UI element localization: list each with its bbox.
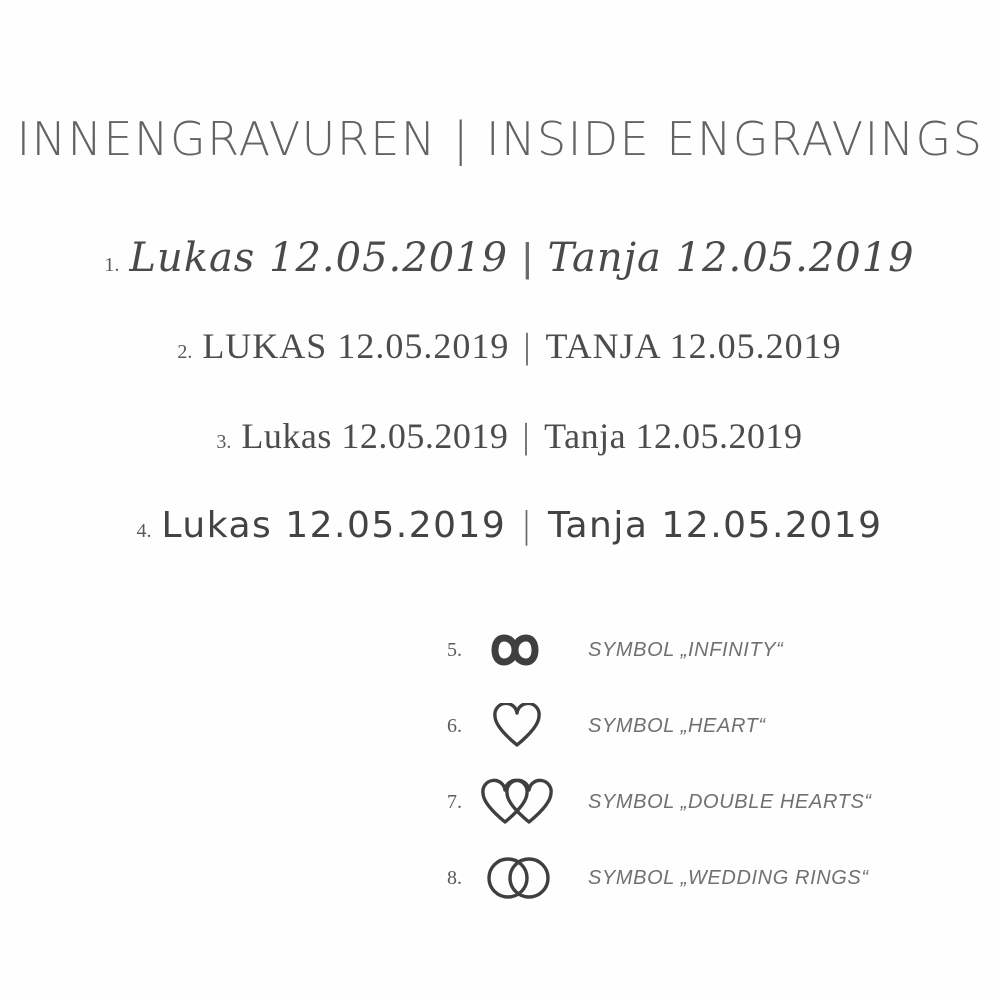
option-number: 7. — [447, 790, 462, 813]
text-style-options — [0, 235, 1000, 595]
option-number: 3. — [216, 431, 232, 453]
option-text-left: Lukas 12.05.2019 — [161, 505, 507, 546]
option-number: 8. — [447, 866, 462, 889]
list-item — [0, 415, 1000, 505]
option-separator: | — [520, 505, 534, 546]
symbol-options — [0, 612, 1000, 916]
option-text — [129, 235, 914, 281]
option-text — [161, 505, 882, 546]
list-item — [0, 325, 1000, 415]
list-item — [0, 688, 1000, 764]
option-text — [241, 415, 802, 457]
list-item — [0, 840, 1000, 916]
option-text-right: Tanja 12.05.2019 — [547, 505, 883, 546]
option-separator: | — [522, 236, 534, 280]
list-item — [0, 505, 1000, 595]
page-title: INNENGRAVUREN | INSIDE ENGRAVINGS — [16, 112, 984, 166]
option-number: 4. — [136, 520, 152, 542]
heart-icon — [472, 703, 562, 749]
option-separator: | — [522, 416, 531, 456]
symbol-label: SYMBOL „INFINITY“ — [588, 638, 784, 661]
symbol-label: SYMBOL „DOUBLE HEARTS“ — [588, 790, 872, 813]
option-text-left: LUKAS 12.05.2019 — [202, 326, 510, 366]
option-number: 6. — [447, 714, 462, 737]
double-hearts-icon — [472, 778, 562, 826]
option-number: 2. — [177, 341, 193, 363]
option-text-left: Lukas 12.05.2019 — [129, 235, 509, 281]
option-text-right: TANJA 12.05.2019 — [545, 326, 842, 366]
list-item — [0, 235, 1000, 325]
wedding-rings-icon — [472, 854, 562, 902]
option-text-right: Tanja 12.05.2019 — [544, 416, 803, 456]
list-item — [0, 764, 1000, 840]
option-separator: | — [523, 326, 532, 366]
symbol-label: SYMBOL „WEDDING RINGS“ — [588, 866, 869, 889]
option-number: 1. — [104, 254, 120, 276]
infinity-icon — [472, 630, 562, 670]
option-number: 5. — [447, 638, 462, 661]
option-text-right: Tanja 12.05.2019 — [547, 235, 915, 281]
option-text-left: Lukas 12.05.2019 — [241, 416, 509, 456]
list-item — [0, 612, 1000, 688]
symbol-label: SYMBOL „HEART“ — [588, 714, 766, 737]
option-text — [202, 325, 841, 367]
